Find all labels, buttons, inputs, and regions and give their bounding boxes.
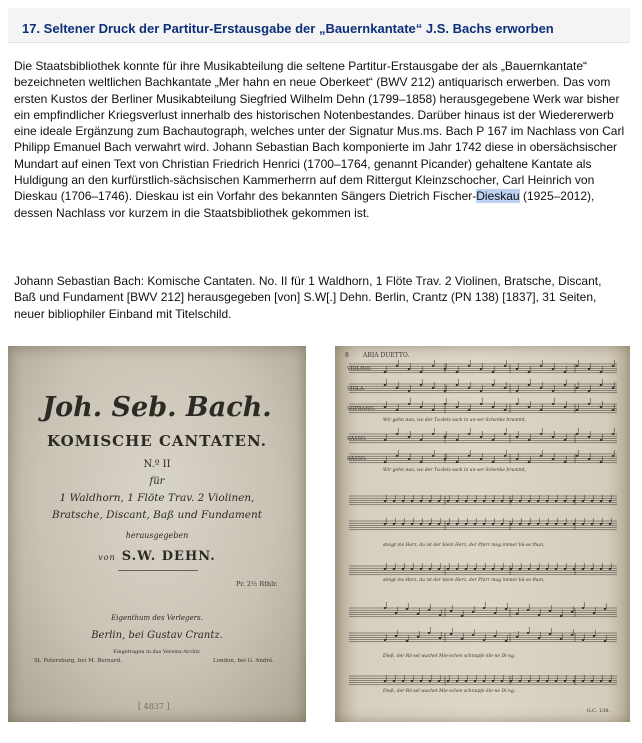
note-head <box>461 615 464 617</box>
note-head <box>591 680 594 682</box>
note-head <box>527 609 530 611</box>
note-head <box>450 633 453 635</box>
note-head <box>468 365 471 367</box>
note-head <box>396 433 399 435</box>
note-head <box>432 387 435 389</box>
note-head <box>480 436 483 438</box>
note-head <box>582 680 585 682</box>
note-head <box>494 635 497 637</box>
score-label-violino: VIOLINO. <box>347 366 372 372</box>
note-head <box>396 365 399 367</box>
score-lyric: steigt ins Herz, da ist der klein Herz, der Pfarr mag immer bü-se thun, <box>383 578 545 583</box>
note-head <box>420 523 423 525</box>
note-head <box>516 613 519 615</box>
title-page-editor-name: S.W. DEHN. <box>121 549 216 564</box>
note-head <box>468 455 471 457</box>
note-head <box>609 568 612 570</box>
note-head <box>604 608 607 610</box>
note-head <box>492 384 495 386</box>
note-head <box>582 500 585 502</box>
note-head <box>395 612 398 614</box>
title-page-herausgegeben: herausgegeben <box>125 531 189 540</box>
note-head <box>564 406 567 408</box>
note-head <box>429 500 432 502</box>
note-head <box>560 638 563 640</box>
article-title: 17. Seltener Druck der Partitur-Erstausgabe der „Bauernkantate“ J.S. Bachs erworben <box>22 21 554 36</box>
note-head <box>408 458 411 460</box>
note-head <box>438 500 441 502</box>
note-head <box>384 607 387 609</box>
score-page-image <box>335 346 630 722</box>
note-head <box>555 523 558 525</box>
note-head <box>582 523 585 525</box>
note-head <box>552 458 555 460</box>
note-head <box>480 390 483 392</box>
note-head <box>519 500 522 502</box>
note-head <box>516 390 519 392</box>
note-head <box>528 523 531 525</box>
note-head <box>420 439 423 441</box>
title-page-instruments-2: Bratsche, Discant, Baß und Fundament <box>52 509 262 521</box>
score-lyric: Wir gehn nun, wo der Tu-dels-sack in un-ser Schenke brummt, <box>383 418 527 423</box>
note-head <box>591 523 594 525</box>
title-page-number: N.º II <box>143 459 171 470</box>
note-head <box>447 523 450 525</box>
note-head <box>406 608 409 610</box>
note-head <box>571 634 574 636</box>
note-head <box>576 455 579 457</box>
note-head <box>540 387 543 389</box>
note-head <box>429 523 432 525</box>
note-head <box>588 368 591 370</box>
score-lyric: Dieß, der Rö-sel wachet Mie-schen schnupfe kle-ne Di-ng. <box>383 689 516 694</box>
note-head <box>505 608 508 610</box>
note-head <box>588 390 591 392</box>
title-page-shelfmark: [ 4837 ] <box>138 702 170 711</box>
note-head <box>432 433 435 435</box>
note-head <box>560 615 563 617</box>
score-label-basso-1: BASSO. <box>347 436 367 442</box>
note-head <box>555 568 558 570</box>
note-head <box>540 409 543 411</box>
paragraph-1-text: Die Staatsbibliothek konnte für ihre Musikabteilung die seltene Partitur-Erstausgabe der als „Bauernkantate“ bezeichneten weltlichen Bachkantate „Mer hahn en neue Oberkeet“ (BWV 212) antiquarisch erwerben. Das vom ersten Kustos der Berliner Musikabteilung Siegfried Wilhelm Dehn (1799–1858) herausgegebene Werk war bisher ein empfindlicher Kriegsverlust innerhalb des historischen Notenbestandes. Darüber hinaus ist der Wiedererwerb eine ideale Ergänzung zum Bachautograph, welches unter der Signatur Mus.ms. Bach P 167 im Nachlass von Carl Philipp Emanuel Bach verwahrt wird. Johann Sebastian Bach komponierte im Jahr 1742 diese in obersächsischer Mundart auf einen Text von Christian Friedrich Henrici (1700–1764, genannt Picander) gehaltene Kantate als Huldigung an den kurfürstlich-sächsischen Kammerherrn auf dem Rittergut Kleinzschocher, Carl Heinrich von Dieskau (1706–1746). Dieskau ist ein Vorfahr des bekannten Sängers Dietrich Fischer- <box>14 59 625 204</box>
note-head <box>537 568 540 570</box>
note-head <box>472 634 475 636</box>
note-head <box>432 455 435 457</box>
note-head <box>474 523 477 525</box>
note-head <box>501 500 504 502</box>
note-head <box>411 680 414 682</box>
note-head <box>432 365 435 367</box>
note-head <box>492 568 495 570</box>
note-head <box>588 403 591 405</box>
note-head <box>468 409 471 411</box>
note-head <box>528 568 531 570</box>
note-head <box>474 500 477 502</box>
note-head <box>483 639 486 641</box>
note-head <box>501 568 504 570</box>
note-head <box>456 680 459 682</box>
note-head <box>552 390 555 392</box>
note-head <box>417 636 420 638</box>
note-head <box>447 680 450 682</box>
title-page-composer: Joh. Seb. Bach. <box>42 392 272 423</box>
note-head <box>564 680 567 682</box>
note-head <box>465 523 468 525</box>
note-head <box>428 609 431 611</box>
note-head <box>384 500 387 502</box>
note-head <box>593 612 596 614</box>
title-page-right-imprint: London, bei G. André. <box>213 658 275 664</box>
note-head <box>516 458 519 460</box>
note-head <box>393 500 396 502</box>
note-head <box>429 568 432 570</box>
note-head <box>483 680 486 682</box>
note-head <box>600 406 603 408</box>
note-head <box>540 455 543 457</box>
note-head <box>420 371 423 373</box>
note-head <box>546 500 549 502</box>
paragraph-1-text-end: (1925–2012), dessen Nachlass vor kurzem in die Staatsbibliothek gekommen ist. <box>14 189 595 220</box>
note-head <box>439 637 442 639</box>
score-lyric: Dieß, der Rö-sel wachet Mie-schen schnupfe kle-ne Di-ng. <box>383 654 516 659</box>
note-head <box>393 523 396 525</box>
note-head <box>504 409 507 411</box>
note-head <box>480 458 483 460</box>
note-head <box>576 409 579 411</box>
title-page-image <box>8 346 306 722</box>
note-head <box>494 612 497 614</box>
note-head <box>501 680 504 682</box>
note-head <box>406 640 409 642</box>
note-head <box>465 568 468 570</box>
note-head <box>519 568 522 570</box>
note-head <box>576 387 579 389</box>
note-head <box>501 523 504 525</box>
note-head <box>528 384 531 386</box>
note-head <box>600 461 603 463</box>
note-head <box>600 500 603 502</box>
note-head <box>612 455 615 457</box>
note-head <box>540 433 543 435</box>
note-head <box>492 406 495 408</box>
note-head <box>395 635 398 637</box>
note-head <box>504 455 507 457</box>
note-head <box>402 568 405 570</box>
score-page-number: 8 <box>345 352 349 359</box>
note-head <box>456 568 459 570</box>
note-head <box>420 568 423 570</box>
note-head <box>504 387 507 389</box>
article-title-bar <box>8 8 630 43</box>
score-lyric: steigt ins Herz, da ist der klein Herz, der Pfarr mag immer bü-se thun, <box>383 543 545 548</box>
note-head <box>472 611 475 613</box>
note-head <box>393 568 396 570</box>
note-head <box>420 384 423 386</box>
note-head <box>549 633 552 635</box>
note-head <box>408 436 411 438</box>
note-head <box>456 406 459 408</box>
note-head <box>438 680 441 682</box>
note-head <box>564 568 567 570</box>
note-head <box>528 500 531 502</box>
note-head <box>456 384 459 386</box>
note-head <box>552 403 555 405</box>
note-head <box>516 436 519 438</box>
note-head <box>612 365 615 367</box>
note-head <box>408 368 411 370</box>
note-head <box>402 680 405 682</box>
note-head <box>384 568 387 570</box>
note-head <box>456 523 459 525</box>
note-head <box>591 568 594 570</box>
note-head <box>420 500 423 502</box>
note-head <box>600 680 603 682</box>
note-head <box>604 640 607 642</box>
note-head <box>600 568 603 570</box>
note-head <box>576 365 579 367</box>
note-head <box>483 568 486 570</box>
note-head <box>492 500 495 502</box>
note-head <box>537 523 540 525</box>
note-head <box>600 523 603 525</box>
note-head <box>612 409 615 411</box>
note-head <box>537 500 540 502</box>
note-head <box>546 680 549 682</box>
note-head <box>528 680 531 682</box>
note-head <box>528 439 531 441</box>
note-head <box>516 403 519 405</box>
title-page-instruments-1: 1 Waldhorn, 1 Flöte Trav. 2 Violinen, <box>59 492 255 504</box>
note-head <box>420 680 423 682</box>
note-head <box>540 365 543 367</box>
note-head <box>564 523 567 525</box>
note-head <box>420 461 423 463</box>
note-head <box>428 632 431 634</box>
note-head <box>546 568 549 570</box>
title-page-eigenthum: Eigenthum des Verlegers. <box>111 614 203 622</box>
note-head <box>384 639 387 641</box>
note-head <box>609 500 612 502</box>
note-head <box>591 500 594 502</box>
note-head <box>564 500 567 502</box>
note-head <box>468 433 471 435</box>
note-head <box>447 500 450 502</box>
note-head <box>612 433 615 435</box>
note-head <box>582 639 585 641</box>
note-head <box>588 458 591 460</box>
title-page-work: KOMISCHE CANTATEN. <box>47 432 267 450</box>
note-head <box>504 365 507 367</box>
title-page-note: Eingetragen in das Vereins-Archiv. <box>113 649 201 655</box>
note-head <box>492 523 495 525</box>
note-head <box>438 523 441 525</box>
note-head <box>480 368 483 370</box>
score-staves <box>335 346 630 722</box>
note-head <box>546 523 549 525</box>
note-head <box>612 387 615 389</box>
note-head <box>402 500 405 502</box>
note-head <box>456 439 459 441</box>
title-page-price: Pr. 2½ Rthlr. <box>236 580 278 588</box>
note-head <box>483 500 486 502</box>
score-label-soprano: SOPRANO. <box>347 406 376 412</box>
note-head <box>393 680 396 682</box>
note-head <box>384 523 387 525</box>
note-head <box>396 409 399 411</box>
score-footer: G.C. 138. <box>586 708 610 714</box>
note-head <box>465 500 468 502</box>
note-head <box>576 433 579 435</box>
note-head <box>456 500 459 502</box>
note-head <box>447 568 450 570</box>
note-head <box>411 523 414 525</box>
note-head <box>516 368 519 370</box>
note-head <box>564 439 567 441</box>
note-head <box>528 406 531 408</box>
score-label-viola: VIOLA. <box>347 386 366 392</box>
note-head <box>450 610 453 612</box>
note-head <box>465 680 468 682</box>
note-head <box>600 439 603 441</box>
note-head <box>483 523 486 525</box>
note-head <box>564 461 567 463</box>
note-head <box>411 500 414 502</box>
article-paragraph-2: Johann Sebastian Bach: Komische Cantaten. No. II für 1 Waldhorn, 1 Flöte Trav. 2 Violinen, Bratsche, Discant, Baß und Fundament [BWV 212] herausgegeben [von] S.W[.] Dehn. Berlin, Crantz (PN 138) [1837], 31 Seiten, neuer bibliophiler Einband mit Titelschild. <box>14 274 602 321</box>
note-head <box>492 371 495 373</box>
note-head <box>582 568 585 570</box>
note-head <box>552 436 555 438</box>
note-head <box>384 406 387 408</box>
note-head <box>384 384 387 386</box>
note-head <box>571 611 574 613</box>
note-head <box>609 523 612 525</box>
note-head <box>408 403 411 405</box>
note-head <box>384 680 387 682</box>
note-head <box>504 433 507 435</box>
title-page-editor <box>8 549 306 564</box>
note-head <box>593 635 596 637</box>
title-page-publisher: Berlin, bei Gustav Crantz. <box>91 630 223 641</box>
note-head <box>461 638 464 640</box>
note-head <box>519 523 522 525</box>
note-head <box>384 461 387 463</box>
title-page-fur: für <box>149 476 165 487</box>
note-head <box>420 406 423 408</box>
note-head <box>456 371 459 373</box>
note-head <box>384 439 387 441</box>
note-head <box>609 680 612 682</box>
note-head <box>429 680 432 682</box>
note-head <box>402 523 405 525</box>
note-head <box>538 637 541 639</box>
note-head <box>519 680 522 682</box>
note-head <box>492 680 495 682</box>
note-head <box>408 390 411 392</box>
note-head <box>555 680 558 682</box>
note-head <box>483 607 486 609</box>
title-page-von: von <box>98 553 116 562</box>
note-head <box>384 371 387 373</box>
title-page-rule <box>118 570 198 571</box>
note-head <box>432 409 435 411</box>
note-head <box>439 614 442 616</box>
note-head <box>396 455 399 457</box>
note-head <box>411 568 414 570</box>
note-head <box>582 607 585 609</box>
note-head <box>492 439 495 441</box>
note-head <box>505 640 508 642</box>
note-head <box>588 436 591 438</box>
score-section-title: ARIA DUETTO. <box>363 352 410 359</box>
note-head <box>474 680 477 682</box>
note-head <box>600 384 603 386</box>
note-head <box>438 568 441 570</box>
note-head <box>538 614 541 616</box>
note-head <box>468 387 471 389</box>
article-paragraph-1 <box>14 58 626 221</box>
score-lyric: Wir gehn nun, wo der Tu-dels-sack in un-ser Schenke brummt, <box>383 468 527 473</box>
note-head <box>528 371 531 373</box>
note-head <box>555 500 558 502</box>
note-head <box>516 636 519 638</box>
note-head <box>417 613 420 615</box>
note-head <box>492 461 495 463</box>
title-page-left-imprint: St. Petersburg, bei M. Bernard. <box>34 658 122 664</box>
note-head <box>456 461 459 463</box>
note-head <box>552 368 555 370</box>
score-label-basso-2: BASSO. <box>347 456 367 462</box>
note-head <box>537 680 540 682</box>
note-head <box>396 387 399 389</box>
highlighted-word[interactable]: Dieskau <box>476 189 520 204</box>
note-head <box>528 461 531 463</box>
note-head <box>527 632 530 634</box>
note-head <box>564 371 567 373</box>
note-head <box>564 384 567 386</box>
note-head <box>600 371 603 373</box>
note-head <box>474 568 477 570</box>
note-head <box>480 403 483 405</box>
note-head <box>549 610 552 612</box>
